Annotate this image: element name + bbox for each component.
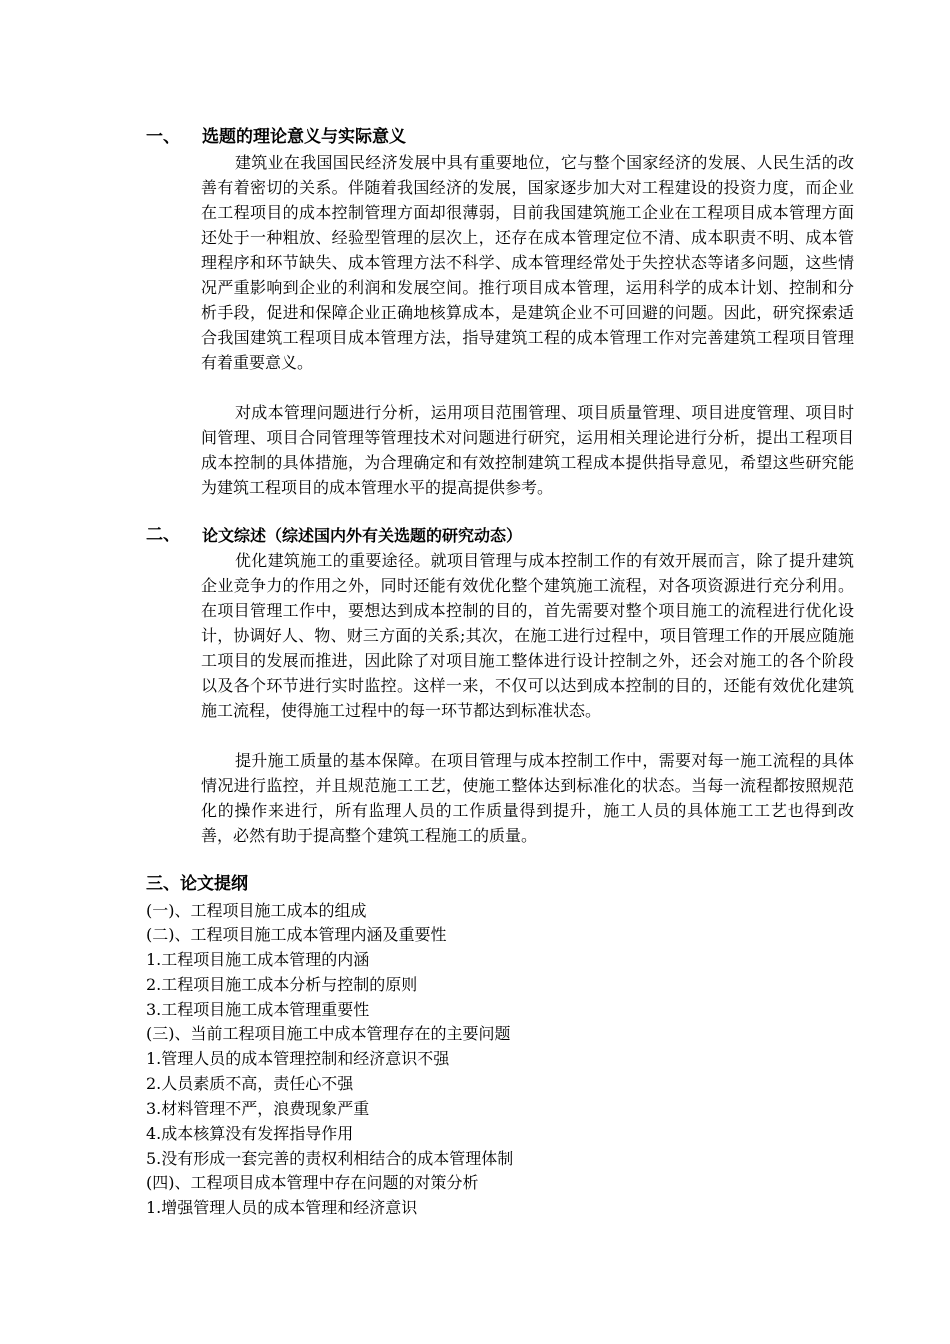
section2-number: 二、 <box>146 525 180 545</box>
outline-item: 2.工程项目施工成本分析与控制的原则 <box>146 975 418 994</box>
outline-item: 2.人员素质不高，责任心不强 <box>146 1074 354 1093</box>
section1-paragraph-1: 建筑业在我国国民经济发展中具有重要地位，它与整个国家经济的发展、人民生活的改善有着密切的关系。伴随着我国经济的发展，国家逐步加大对工程建设的投资力度，而企业在工程项目的成本控制管理方面却很薄弱，目前我国建筑施工企业在工程项目成本管理方面还处于一种粗放、经验型管理的层次上，还存在成本管理定位不清、成本职责不明、成本管理程序和环节缺失、成本管理方法不科学、成本管理经常处于失控状态等诸多问题，这些情况严重影响到企业的利润和发展空间。推行项目成本管理，运用科学的成本计划、控制和分析手段，促进和保障企业正确地核算成本，是建筑企业不可回避的问题。因此，研究探索适合我国建筑工程项目成本管理方法，指导建筑工程的成本管理工作对完善建筑工程项目管理有着重要意义。 <box>201 153 854 372</box>
outline-item: 3.材料管理不严，浪费现象严重 <box>146 1099 370 1118</box>
section2-paragraph-2: 提升施工质量的基本保障。在项目管理与成本控制工作中，需要对每一施工流程的具体情况进行监控，并且规范施工工艺，使施工整体达到标准化的状态。当每一流程都按照规范化的操作来进行，所有监理人员的工作质量得到提升，施工人员的具体施工工艺也得到改善，必然有助于提高整个建筑工程施工的质量。 <box>201 751 854 845</box>
section1-title: 选题的理论意义与实际意义 <box>202 127 406 147</box>
section3-title: 三、论文提纲 <box>146 874 248 894</box>
outline-item: 3.工程项目施工成本管理重要性 <box>146 1000 370 1019</box>
section1-number: 一、 <box>146 127 180 147</box>
outline-item: (一)、工程项目施工成本的组成 <box>146 901 367 920</box>
section2-paragraph-1: 优化建筑施工的重要途径。就项目管理与成本控制工作的有效开展而言，除了提升建筑企业竞争力的作用之外，同时还能有效优化整个建筑施工流程，对各项资源进行充分利用。在项目管理工作中，要想达到成本控制的目的，首先需要对整个项目施工的流程进行优化设计，协调好人、物、财三方面的关系;其次，在施工进行过程中，项目管理工作的开展应随施工项目的发展而推进，因此除了对项目施工整体进行设计控制之外，还会对施工的各个阶段以及各个环节进行实时监控。这样一来，不仅可以达到成本控制的目的，还能有效优化建筑施工流程，使得施工过程中的每一环节都达到标准状态。 <box>201 551 854 720</box>
outline-item: 1.工程项目施工成本管理的内涵 <box>146 950 370 969</box>
section2-title: 论文综述（综述国内外有关选题的研究动态） <box>202 526 523 545</box>
outline-item: (四)、工程项目成本管理中存在问题的对策分析 <box>146 1173 479 1192</box>
outline-item: 4.成本核算没有发挥指导作用 <box>146 1124 354 1143</box>
outline-item: (二)、工程项目施工成本管理内涵及重要性 <box>146 925 447 944</box>
outline-item: 1.管理人员的成本管理控制和经济意识不强 <box>146 1049 450 1068</box>
section1-paragraph-2: 对成本管理问题进行分析，运用项目范围管理、项目质量管理、项目进度管理、项目时间管理、项目合同管理等管理技术对问题进行研究，运用相关理论进行分析，提出工程项目成本控制的具体措施，为合理确定和有效控制建筑工程成本提供指导意见，希望这些研究能为建筑工程项目的成本管理水平的提高提供参考。 <box>201 403 854 497</box>
outline-item: 1.增强管理人员的成本管理和经济意识 <box>146 1198 418 1217</box>
outline-item: (三)、当前工程项目施工中成本管理存在的主要问题 <box>146 1024 511 1043</box>
outline-item: 5.没有形成一套完善的责权利相结合的成本管理体制 <box>146 1149 514 1168</box>
